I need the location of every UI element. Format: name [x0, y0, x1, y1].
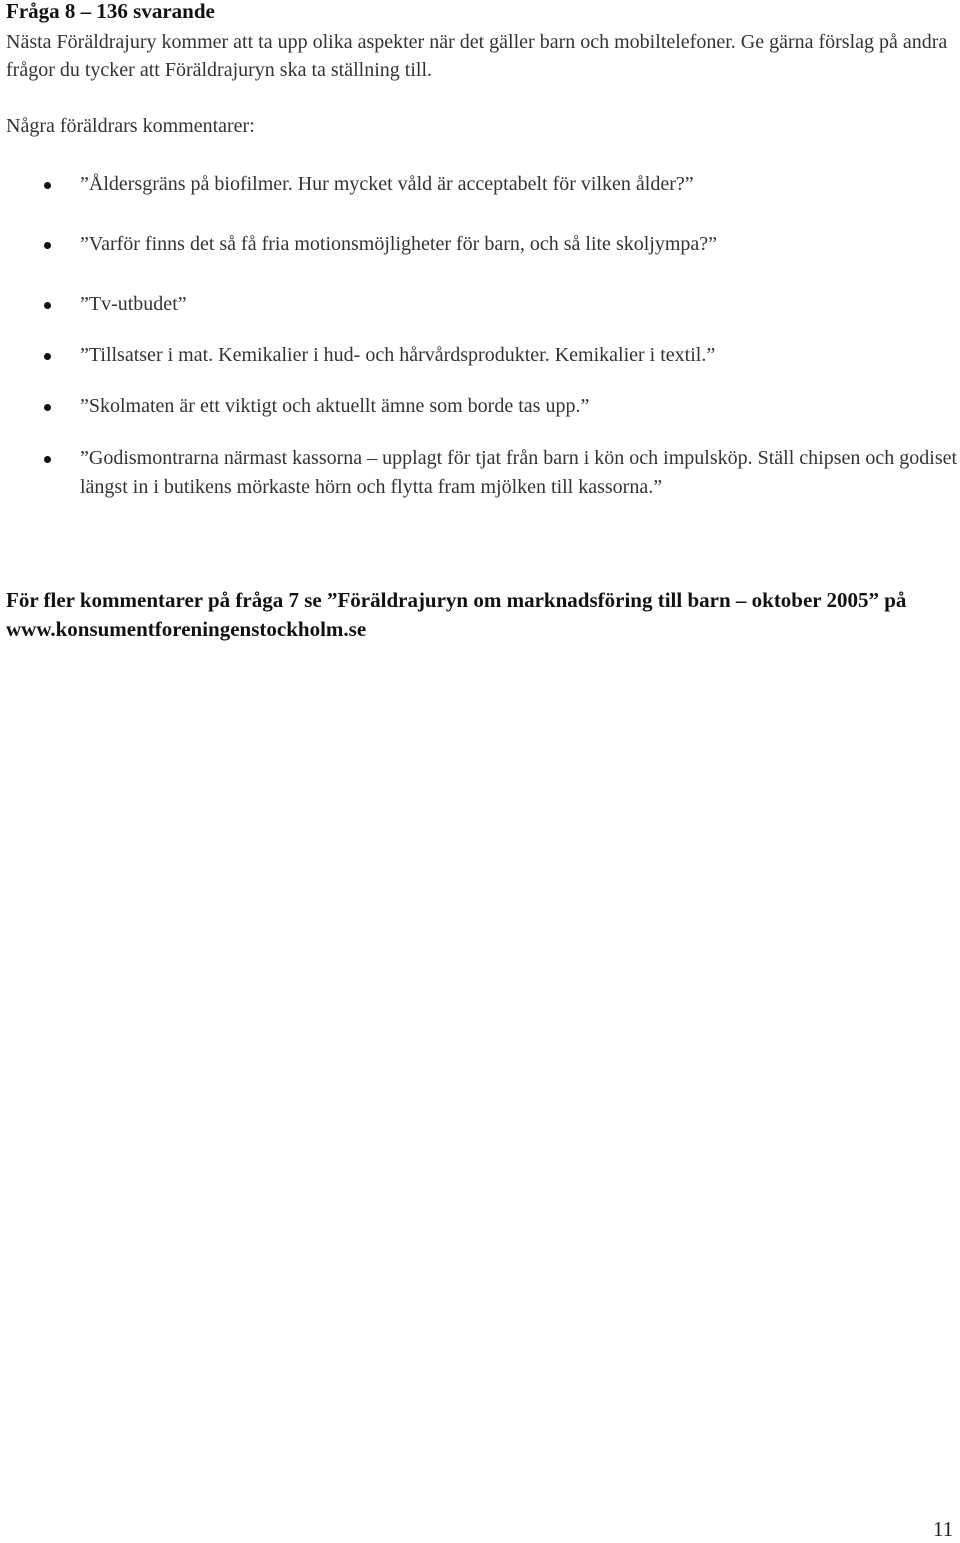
list-item — [80, 444, 960, 502]
question-heading: Fråga 8 – 136 svarande — [6, 0, 215, 23]
list-item — [80, 290, 960, 319]
bullet-icon — [44, 242, 51, 249]
bullet-icon — [44, 404, 51, 411]
bullet-icon — [44, 182, 51, 189]
bullet-icon — [44, 353, 51, 360]
comments-label: Några föräldrars kommentarer: — [6, 115, 255, 137]
comment-text: ”Godismontrarna närmast kassorna – upplagt för tjat från barn i kön och impulsköp. Ställ chipsen och godiset längst in i butikens mörkaste hörn och flytta fram mjölken till kassorna.” — [80, 447, 958, 498]
comment-text: ”Åldersgräns på biofilmer. Hur mycket våld är acceptabelt för vilken ålder?” — [80, 173, 694, 195]
bullet-icon — [44, 302, 51, 309]
bullet-icon — [44, 456, 51, 463]
list-item — [80, 341, 960, 370]
list-item — [80, 392, 960, 421]
page-number: 11 — [933, 1517, 954, 1541]
question-intro-text: Nästa Föräldrajury kommer att ta upp olika aspekter när det gäller barn och mobiltelefoner. Ge gärna förslag på andra frågor du tycker att Föräldrajuryn ska ta ställning till. — [6, 31, 948, 81]
list-item — [80, 170, 960, 199]
list-item — [80, 230, 960, 259]
comment-text: ”Tv-utbudet” — [80, 293, 187, 315]
more-comments-note: För fler kommentarer på fråga 7 se ”Föräldrajuryn om marknadsföring till barn – oktober 2005” på www.konsumentforeningenstockholm.se — [6, 588, 907, 641]
comment-text: ”Tillsatser i mat. Kemikalier i hud- och hårvårdsprodukter. Kemikalier i textil.” — [80, 344, 716, 366]
comment-text: ”Varför finns det så få fria motionsmöjligheter för barn, och så lite skoljympa?” — [80, 233, 718, 255]
comment-text: ”Skolmaten är ett viktigt och aktuellt ämne som borde tas upp.” — [80, 395, 590, 417]
